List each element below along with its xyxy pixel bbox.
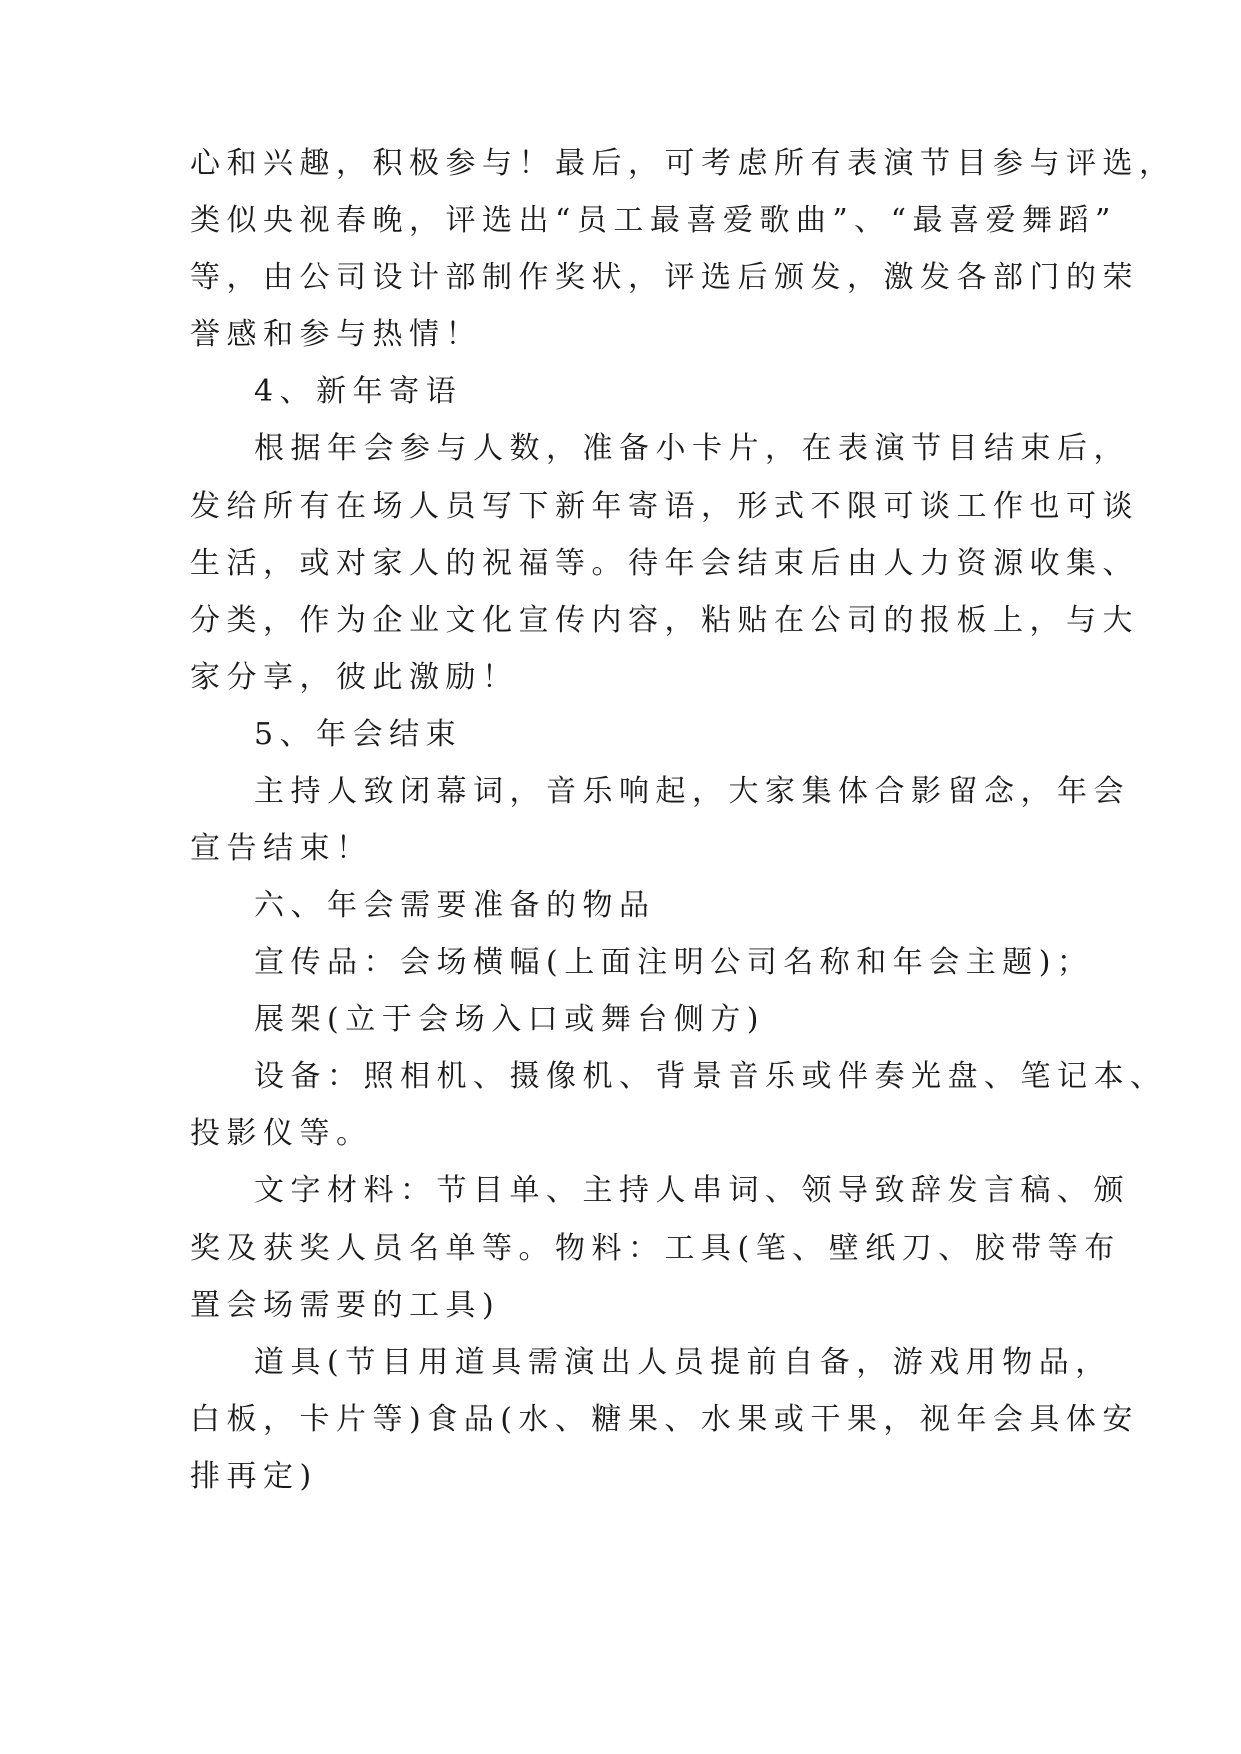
text-line: 类似央视春晚，评选出“员工最喜爱歌曲”、“最喜爱舞蹈” <box>190 203 1117 238</box>
section-heading: 六、年会需要准备的物品 <box>254 888 656 923</box>
text-line: 发给所有在场人员写下新年寄语，形式不限可谈工作也可谈 <box>190 489 1139 524</box>
section-heading: 5、年会结束 <box>254 717 463 752</box>
text-line: 主持人致闭幕词，音乐响起，大家集体合影留念，年会 <box>254 774 1130 809</box>
text-line: 展架(立于会场入口或舞台侧方) <box>254 1002 765 1037</box>
text-line: 文字材料：节目单、主持人串词、领导致辞发言稿、颁 <box>254 1173 1130 1208</box>
text-line: 心和兴趣，积极参与！最后，可考虑所有表演节目参与评选， <box>190 146 1176 181</box>
text-line: 设备：照相机、摄像机、背景音乐或伴奏光盘、笔记本、 <box>254 1059 1167 1094</box>
text-line: 宣告结束！ <box>190 831 373 866</box>
text-line: 分类，作为企业文化宣传内容，粘贴在公司的报板上，与大 <box>190 603 1139 638</box>
text-line: 等，由公司设计部制作奖状，评选后颁发，激发各部门的荣 <box>190 260 1139 295</box>
text-line: 誉感和参与热情！ <box>190 317 482 352</box>
text-line: 生活，或对家人的祝福等。待年会结束后由人力资源收集、 <box>190 546 1139 581</box>
text-line: 投影仪等。 <box>190 1116 373 1151</box>
text-line: 道具(节目用道具需演出人员提前自备，游戏用物品， <box>254 1345 1112 1380</box>
text-line: 宣传品：会场横幅(上面注明公司名称和年会主题)； <box>254 945 1094 980</box>
text-line: 家分享，彼此激励！ <box>190 660 519 695</box>
text-line: 置会场需要的工具) <box>190 1288 501 1323</box>
text-line: 奖及获奖人员名单等。物料：工具(笔、壁纸刀、胶带等布 <box>190 1231 1121 1266</box>
text-line: 根据年会参与人数，准备小卡片，在表演节目结束后， <box>254 431 1130 466</box>
text-line: 白板，卡片等)食品(水、糖果、水果或干果，视年会具体安 <box>190 1402 1139 1437</box>
section-heading: 4、新年寄语 <box>254 374 463 409</box>
text-line: 排再定) <box>190 1459 318 1494</box>
